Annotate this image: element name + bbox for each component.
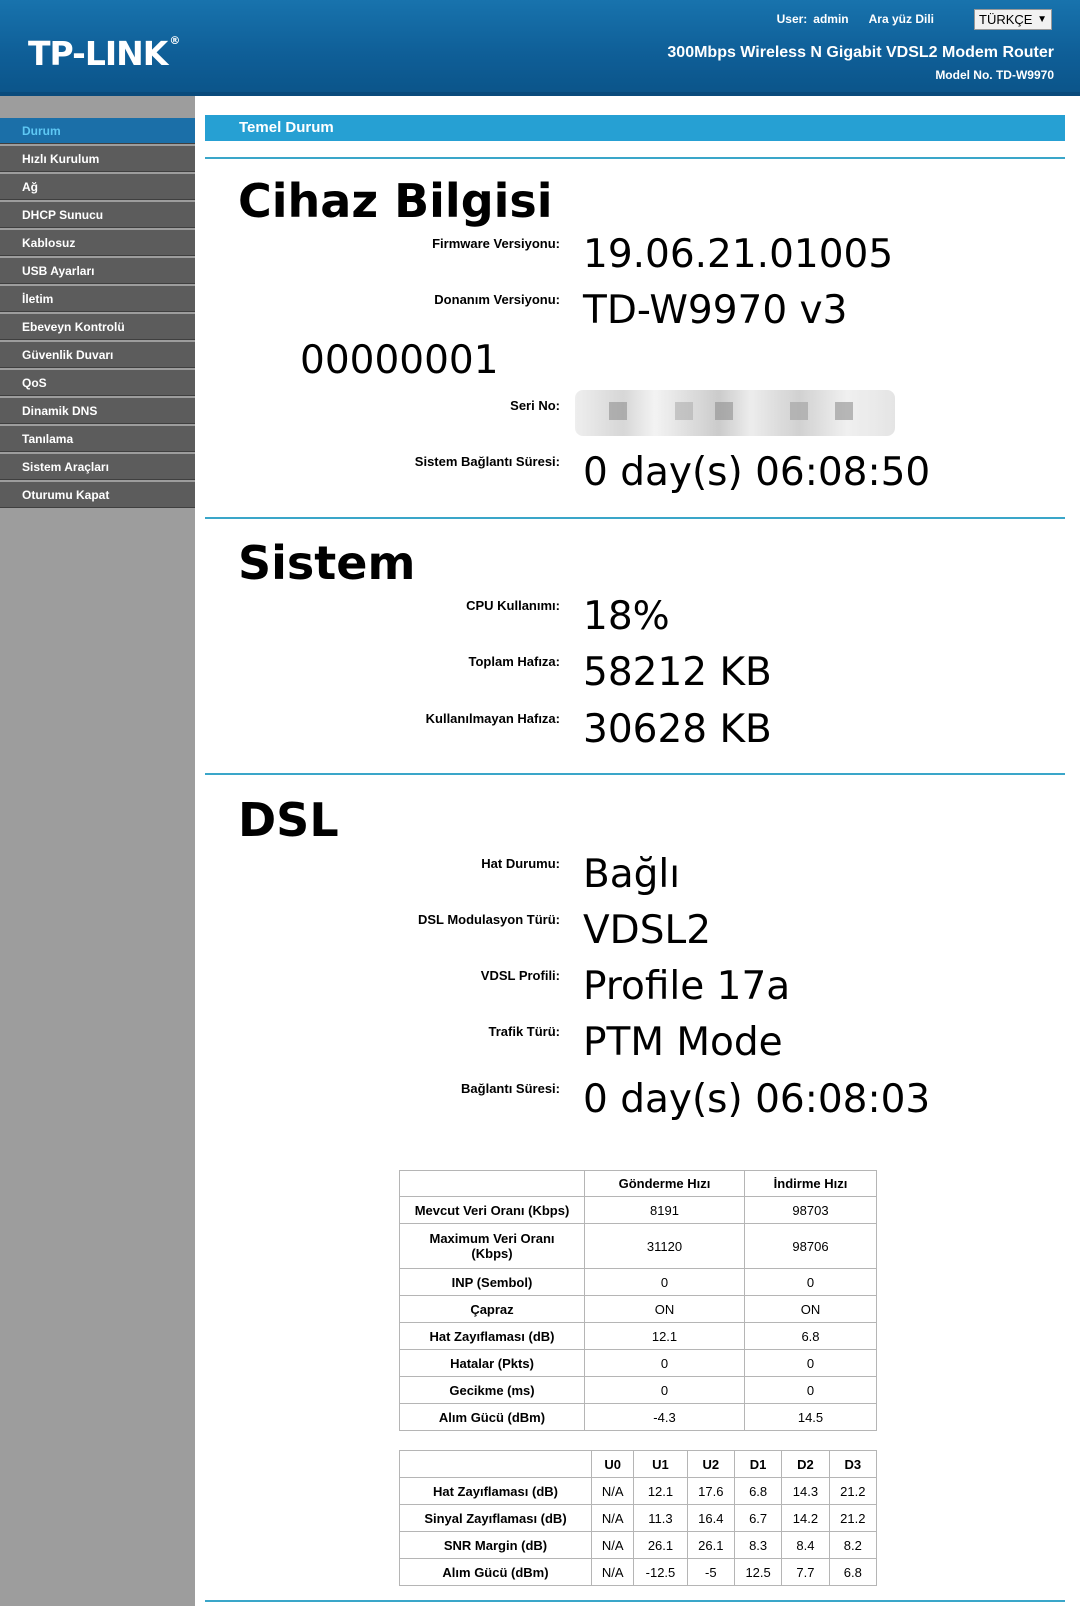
modulation-label: DSL Modulasyon Türü: <box>417 912 560 927</box>
system-uptime-label: Sistem Bağlantı Süresi: <box>414 454 560 469</box>
language-value: TÜRKÇE <box>979 12 1033 27</box>
logo-registered-mark: ® <box>169 34 180 47</box>
table-cell: 17.6 <box>687 1478 734 1505</box>
table-cell: 12.1 <box>634 1478 687 1505</box>
table-header-cell: D2 <box>782 1451 829 1478</box>
traffic-type-value: PTM Mode <box>583 1020 783 1065</box>
table-header-row <box>400 1451 877 1478</box>
table-cell: 14.5 <box>745 1404 877 1431</box>
table-header-cell <box>400 1451 592 1478</box>
table-cell: N/A <box>592 1478 634 1505</box>
table-row <box>400 1532 877 1559</box>
divider <box>205 157 1065 159</box>
dsl-rate-table <box>399 1170 877 1431</box>
firmware-value: 19.06.21.01005 <box>583 232 894 277</box>
table-row <box>400 1559 877 1586</box>
table-cell: N/A <box>592 1532 634 1559</box>
connection-time-label: Bağlantı Süresi: <box>461 1081 560 1096</box>
sidebar-item-ebeveyn-kontrolu[interactable]: Ebeveyn Kontrolü <box>0 314 195 340</box>
sidebar-item-guvenlik-duvari[interactable]: Güvenlik Duvarı <box>0 342 195 368</box>
free-memory-label: Kullanılmayan Hafıza: <box>425 711 560 726</box>
user-info <box>777 12 940 26</box>
row-header: Maximum Veri Oranı (Kbps) <box>400 1224 585 1269</box>
row-header: Alım Gücü (dBm) <box>400 1404 585 1431</box>
table-cell: 8.4 <box>782 1532 829 1559</box>
table-cell: 21.2 <box>829 1505 876 1532</box>
sidebar-item-sistem-araclari[interactable]: Sistem Araçları <box>0 454 195 480</box>
section-heading-dsl: DSL <box>238 793 339 847</box>
sidebar-item-dhcp-sunucu[interactable]: DHCP Sunucu <box>0 202 195 228</box>
table-cell: -12.5 <box>634 1559 687 1586</box>
dsl-band-table <box>399 1450 877 1586</box>
table-cell: 0 <box>585 1350 745 1377</box>
table-cell: 0 <box>745 1377 877 1404</box>
sidebar <box>0 96 195 1606</box>
cpu-label: CPU Kullanımı: <box>466 598 560 613</box>
serial-number-partial: 00000001 <box>300 338 499 383</box>
section-heading-device: Cihaz Bilgisi <box>238 174 553 228</box>
table-row <box>400 1404 877 1431</box>
table-cell: 11.3 <box>634 1505 687 1532</box>
divider <box>205 1600 1065 1602</box>
sidebar-item-kablosuz[interactable]: Kablosuz <box>0 230 195 256</box>
language-label: Ara yüz Dili <box>868 12 934 26</box>
divider <box>205 773 1065 775</box>
header-bar <box>0 0 1080 96</box>
sidebar-item-oturumu-kapat[interactable]: Oturumu Kapat <box>0 482 195 508</box>
table-header-cell: Gönderme Hızı <box>585 1171 745 1197</box>
table-cell: ON <box>585 1296 745 1323</box>
row-header: Mevcut Veri Oranı (Kbps) <box>400 1197 585 1224</box>
user-label: User: <box>776 12 808 26</box>
table-row <box>400 1296 877 1323</box>
vdsl-profile-value: Profile 17a <box>583 964 791 1009</box>
serial-label: Seri No: <box>510 398 560 413</box>
table-header-cell: U0 <box>592 1451 634 1478</box>
table-cell: N/A <box>592 1505 634 1532</box>
row-header: Sinyal Zayıflaması (dB) <box>400 1505 592 1532</box>
firmware-label: Firmware Versiyonu: <box>432 236 560 251</box>
logo-text: TP-LINK <box>28 34 168 73</box>
table-cell: 0 <box>585 1377 745 1404</box>
table-header-cell: D3 <box>829 1451 876 1478</box>
sidebar-item-tanilama[interactable]: Tanılama <box>0 426 195 452</box>
row-header: Alım Gücü (dBm) <box>400 1559 592 1586</box>
table-cell: 8191 <box>585 1197 745 1224</box>
row-header: SNR Margin (dB) <box>400 1532 592 1559</box>
row-header: Hat Zayıflaması (dB) <box>400 1323 585 1350</box>
table-row <box>400 1350 877 1377</box>
sidebar-item-ag[interactable]: Ağ <box>0 174 195 200</box>
modulation-value: VDSL2 <box>583 908 712 953</box>
section-heading-system: Sistem <box>238 536 416 590</box>
table-cell: 0 <box>745 1269 877 1296</box>
tp-link-logo <box>28 34 179 73</box>
row-header: Hat Zayıflaması (dB) <box>400 1478 592 1505</box>
table-cell: 98703 <box>745 1197 877 1224</box>
vdsl-profile-label: VDSL Profili: <box>480 968 560 983</box>
table-header-cell: D1 <box>734 1451 781 1478</box>
sidebar-item-qos[interactable]: QoS <box>0 370 195 396</box>
table-row <box>400 1269 877 1296</box>
product-name: 300Mbps Wireless N Gigabit VDSL2 Modem Router <box>667 44 1054 61</box>
traffic-type-label: Trafik Türü: <box>488 1024 560 1039</box>
table-cell: 8.3 <box>734 1532 781 1559</box>
hardware-value: TD-W9970 v3 <box>583 288 848 333</box>
row-header: Hatalar (Pkts) <box>400 1350 585 1377</box>
table-cell: 12.5 <box>734 1559 781 1586</box>
main-content <box>195 96 1080 1606</box>
table-cell: 0 <box>585 1269 745 1296</box>
table-row <box>400 1323 877 1350</box>
table-cell: N/A <box>592 1559 634 1586</box>
row-header: Gecikme (ms) <box>400 1377 585 1404</box>
table-cell: 6.7 <box>734 1505 781 1532</box>
model-number: Model No. TD-W9970 <box>935 68 1054 82</box>
table-cell: 14.3 <box>782 1478 829 1505</box>
language-select[interactable] <box>974 9 1052 30</box>
table-header-cell: U2 <box>687 1451 734 1478</box>
table-cell: 98706 <box>745 1224 877 1269</box>
table-cell: -5 <box>687 1559 734 1586</box>
table-cell: 12.1 <box>585 1323 745 1350</box>
line-status-value: Bağlı <box>583 852 681 897</box>
user-name: admin <box>813 12 849 26</box>
sidebar-item-dinamik-dns[interactable]: Dinamik DNS <box>0 398 195 424</box>
cpu-value: 18% <box>583 594 670 639</box>
connection-time-value: 0 day(s) 06:08:03 <box>583 1077 931 1122</box>
table-cell: 6.8 <box>829 1559 876 1586</box>
row-header: INP (Sembol) <box>400 1269 585 1296</box>
table-row <box>400 1377 877 1404</box>
dropdown-arrow-icon: ▼ <box>1037 14 1047 25</box>
free-memory-value: 30628 KB <box>583 707 772 752</box>
sidebar-item-hizli-kurulum[interactable]: Hızlı Kurulum <box>0 146 195 172</box>
table-cell: 14.2 <box>782 1505 829 1532</box>
page-title: Temel Durum <box>205 115 1065 141</box>
table-header-cell: U1 <box>634 1451 687 1478</box>
table-cell: 0 <box>745 1350 877 1377</box>
table-header-cell <box>400 1171 585 1197</box>
serial-value-redacted <box>575 390 895 436</box>
table-row <box>400 1505 877 1532</box>
table-cell: 8.2 <box>829 1532 876 1559</box>
sidebar-item-usb-ayarlari[interactable]: USB Ayarları <box>0 258 195 284</box>
table-row <box>400 1197 877 1224</box>
table-cell: 6.8 <box>745 1323 877 1350</box>
total-memory-value: 58212 KB <box>583 650 772 695</box>
table-cell: 16.4 <box>687 1505 734 1532</box>
table-row <box>400 1478 877 1505</box>
table-cell: 6.8 <box>734 1478 781 1505</box>
divider <box>205 517 1065 519</box>
sidebar-item-durum[interactable]: Durum <box>0 118 195 144</box>
system-uptime-value: 0 day(s) 06:08:50 <box>583 450 931 495</box>
line-status-label: Hat Durumu: <box>481 856 560 871</box>
table-cell: -4.3 <box>585 1404 745 1431</box>
hardware-label: Donanım Versiyonu: <box>434 292 560 307</box>
table-cell: 21.2 <box>829 1478 876 1505</box>
table-cell: 26.1 <box>634 1532 687 1559</box>
row-header: Çapraz <box>400 1296 585 1323</box>
table-cell: ON <box>745 1296 877 1323</box>
sidebar-item-iletim[interactable]: İletim <box>0 286 195 312</box>
total-memory-label: Toplam Hafıza: <box>468 654 560 669</box>
table-header-row <box>400 1171 877 1197</box>
table-header-cell: İndirme Hızı <box>745 1171 877 1197</box>
table-cell: 7.7 <box>782 1559 829 1586</box>
table-row <box>400 1224 877 1269</box>
table-cell: 26.1 <box>687 1532 734 1559</box>
table-cell: 31120 <box>585 1224 745 1269</box>
